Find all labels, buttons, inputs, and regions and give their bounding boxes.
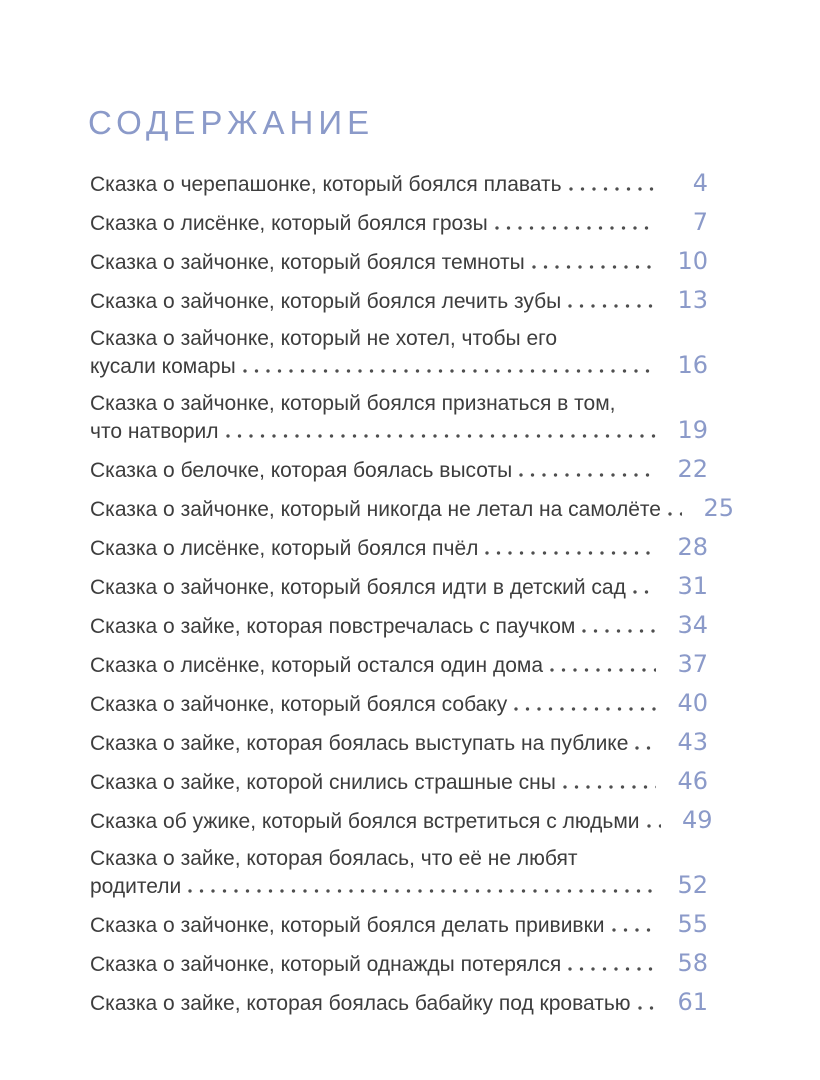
toc-entry-title: Сказка о зайке, которая боялась, что её не любят (90, 847, 578, 870)
dot-leader (582, 629, 656, 633)
page-number: 34 (677, 611, 708, 639)
toc-entry-title: Сказка о зайке, которая боялась бабайку под кроватью (90, 992, 631, 1015)
toc-entry-line (90, 989, 708, 1017)
page-number: 55 (677, 910, 708, 938)
toc-entry-line (90, 417, 708, 445)
dot-leader (550, 668, 656, 672)
toc-entry-title: Сказка о белочке, которая боялась высоты (90, 459, 513, 482)
dot-leader (563, 785, 656, 789)
toc-entry-title: Сказка об ужике, который боялся встретиться с людьми (90, 810, 640, 833)
toc-entry-title: Сказка о черепашонке, который боялся плавать (90, 173, 562, 196)
toc-entry (90, 326, 708, 380)
dot-leader (638, 1006, 656, 1010)
toc-entry-line (90, 326, 708, 352)
toc-entry (90, 690, 708, 718)
toc-entry-title: родители (90, 875, 182, 898)
dot-leader (519, 473, 656, 477)
dot-leader (568, 967, 656, 971)
dot-leader (188, 889, 656, 893)
dot-leader (514, 707, 656, 711)
toc-entry-line (90, 494, 734, 523)
toc-entry (90, 729, 708, 757)
page-number: 46 (677, 767, 708, 795)
toc-entry-title: Сказка о зайчонке, который боялся идти в детский сад (90, 576, 626, 599)
toc-entry-line (90, 768, 708, 796)
page-number: 16 (677, 351, 708, 379)
toc-entry-title: Сказка о зайчонке, который не хотел, чтобы его (90, 327, 558, 350)
toc-entry (90, 806, 713, 835)
toc-entry (90, 534, 708, 562)
toc-entry-line (90, 872, 708, 900)
dot-leader (243, 369, 656, 373)
page-number: 22 (677, 455, 708, 483)
toc-entry-title: Сказка о зайчонке, который никогда не летал на самолёте (90, 498, 661, 521)
toc-entry-line (90, 612, 708, 640)
toc-entry-title: Сказка о лисёнке, который боялся грозы (90, 212, 488, 235)
dot-leader (568, 304, 656, 308)
toc-entry (90, 494, 734, 523)
dot-leader (569, 187, 656, 191)
toc-entry-title: Сказка о зайчонке, который боялся признаться в том, (90, 392, 616, 415)
toc-entry-line (90, 248, 708, 276)
page-number: 31 (677, 572, 708, 600)
toc-entry-line (90, 456, 708, 484)
toc-entry (90, 170, 708, 198)
toc-entry (90, 989, 708, 1017)
toc-entry-title: кусали комары (90, 355, 236, 378)
toc-entry-line (90, 806, 713, 835)
toc-entry-title: что натворил (90, 420, 219, 443)
toc-entry-title: Сказка о зайке, которая повстречалась с паучком (90, 615, 576, 638)
toc-entry (90, 456, 708, 484)
toc-entry-title: Сказка о зайчонке, который боялся темноты (90, 251, 525, 274)
toc-entry-line (90, 729, 708, 757)
toc-list (90, 169, 734, 1017)
dot-leader (668, 512, 682, 516)
dot-leader (485, 551, 656, 555)
page-number: 28 (677, 533, 708, 561)
toc-entry-title: Сказка о лисёнке, который боялся пчёл (90, 537, 479, 560)
dot-leader (612, 928, 656, 932)
dot-leader (633, 590, 656, 594)
page-number: 25 (703, 494, 734, 522)
toc-entry-line (90, 209, 708, 237)
toc-entry-line (90, 170, 708, 198)
page-number: 10 (677, 247, 708, 275)
toc-entry (90, 391, 708, 445)
toc-entry-line (90, 573, 708, 601)
toc-entry-line (90, 911, 708, 939)
toc-entry (90, 573, 708, 601)
toc-entry-line (90, 534, 708, 562)
toc-entry (90, 651, 708, 679)
page-number: 58 (677, 949, 708, 977)
toc-entry (90, 846, 708, 900)
toc-entry-line (90, 651, 708, 679)
toc-entry-title: Сказка о зайке, которой снились страшные сны (90, 771, 556, 794)
dot-leader (226, 434, 656, 438)
toc-entry-title: Сказка о зайчонке, который боялся делать прививки (90, 914, 605, 937)
page-number: 37 (677, 650, 708, 678)
page-number: 52 (677, 871, 708, 899)
dot-leader (532, 265, 656, 269)
dot-leader (647, 824, 661, 828)
page-number: 61 (677, 988, 708, 1016)
toc-entry (90, 248, 708, 276)
toc-entry-title: Сказка о зайчонке, который боялся собаку (90, 693, 508, 716)
toc-entry-line (90, 391, 708, 417)
toc-entry-line (90, 352, 708, 380)
toc-entry-title: Сказка о зайке, которая боялась выступать на публике (90, 732, 629, 755)
page-number: 43 (677, 728, 708, 756)
toc-entry (90, 911, 708, 939)
toc-entry-title: Сказка о зайчонке, который однажды потерялся (90, 953, 562, 976)
toc-entry-line (90, 846, 708, 872)
page-number: 49 (681, 806, 713, 834)
page-number: 7 (692, 208, 708, 236)
toc-entry (90, 612, 708, 640)
page-number: 4 (692, 169, 708, 197)
toc-entry (90, 950, 708, 978)
toc-entry-line (90, 950, 708, 978)
toc-entry (90, 287, 708, 315)
page-number: 19 (677, 416, 708, 444)
toc-entry-title: Сказка о зайчонке, который боялся лечить зубы (90, 290, 562, 313)
page-title: СОДЕРЖАНИЕ (88, 104, 375, 141)
toc-entry-line (90, 287, 708, 315)
toc-entry-line (90, 690, 708, 718)
dot-leader (635, 746, 656, 750)
toc-entry (90, 768, 708, 796)
toc-entry (90, 209, 708, 237)
page-number: 13 (677, 286, 708, 314)
dot-leader (495, 226, 656, 230)
toc-entry-title: Сказка о лисёнке, который остался один дома (90, 654, 544, 677)
page-number: 40 (677, 689, 708, 717)
